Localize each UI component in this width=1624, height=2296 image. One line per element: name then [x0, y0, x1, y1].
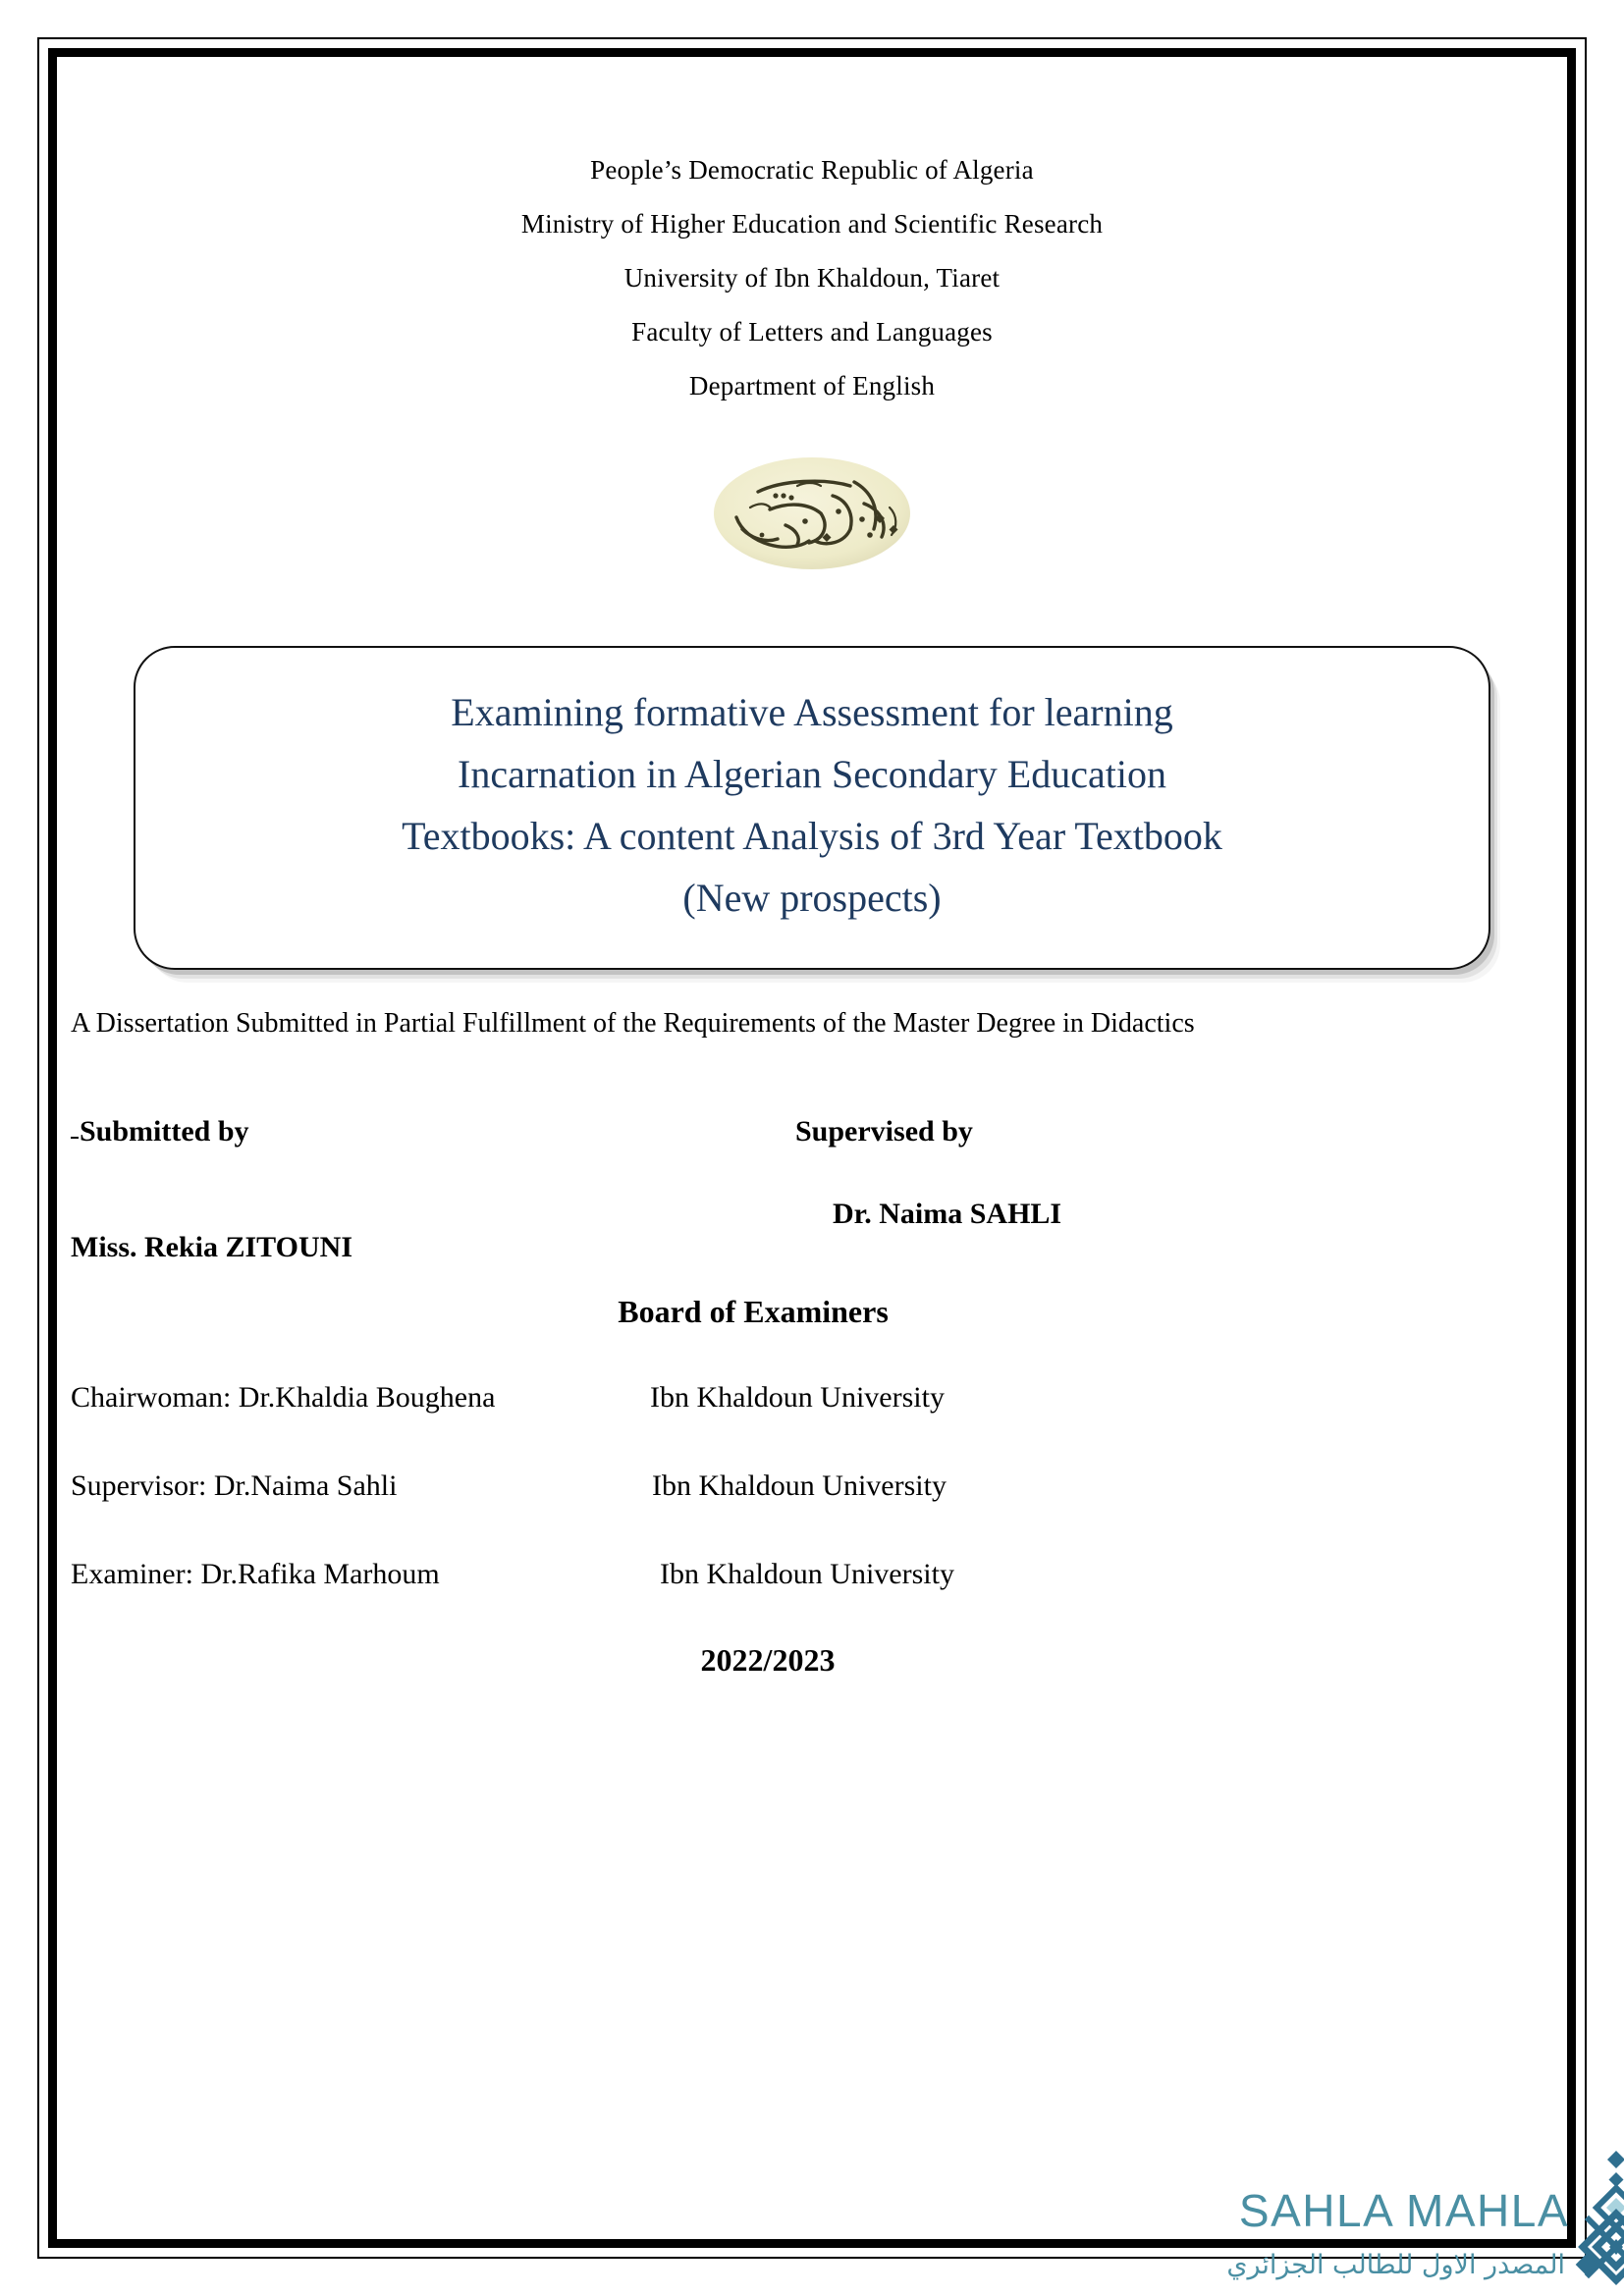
board-affil-supervisor: Ibn Khaldoun University: [652, 1469, 947, 1502]
supervised-by-label: Supervised by: [795, 1115, 973, 1148]
header-line-faculty: Faculty of Letters and Languages: [631, 317, 993, 347]
watermark-tagline-arabic: المصدر الاول للطالب الجزائري: [1226, 2250, 1565, 2280]
academic-year: 2022/2023: [700, 1642, 836, 1678]
institution-header: [57, 143, 1567, 413]
dissertation-title-box: [134, 646, 1490, 970]
header-line-department: Department of English: [688, 371, 936, 400]
submitted-by-label-text: Submitted by: [80, 1115, 249, 1148]
title-line-4: (New prospects): [682, 876, 942, 920]
university-emblem-icon: [707, 453, 918, 575]
board-row-chairwoman: [71, 1377, 1553, 1418]
candidate-name: Miss. Rekia ZITOUNI: [71, 1231, 352, 1263]
board-row-examiner: [71, 1554, 1553, 1595]
supervisor-name: Dr. Naima SAHLI: [833, 1198, 1062, 1230]
title-area: [57, 646, 1567, 970]
sahla-mahla-watermark: [1214, 2147, 1624, 2294]
arabesque-diamond-icon: [1565, 2149, 1624, 2288]
title-line-2: Incarnation in Algerian Secondary Education: [458, 752, 1166, 796]
header-line-country: People’s Democratic Republic of Algeria: [590, 155, 1034, 185]
authorship-section: [57, 1115, 1567, 1282]
header-line-ministry: Ministry of Higher Education and Scientific Research: [520, 209, 1104, 239]
university-emblem-wrap: [57, 453, 1567, 575]
board-role-chairwoman: Chairwoman: Dr.Khaldia Boughena: [71, 1381, 496, 1414]
title-line-3: Textbooks: A content Analysis of 3rd Year Textbook: [402, 814, 1222, 858]
board-role-examiner: Examiner: Dr.Rafika Marhoum: [71, 1558, 440, 1590]
underscore-mark: [71, 1137, 79, 1139]
dissertation-statement: A Dissertation Submitted in Partial Fulfillment of the Requirements of the Master Degree in Didactics: [71, 1008, 1195, 1039]
board-of-examiners-heading: Board of Examiners: [618, 1294, 889, 1329]
header-line-university: University of Ibn Khaldoun, Tiaret: [623, 263, 1001, 293]
board-affil-chairwoman: Ibn Khaldoun University: [650, 1381, 945, 1414]
page-content: [57, 57, 1567, 2239]
board-affil-examiner: Ibn Khaldoun University: [660, 1558, 954, 1590]
watermark-brand-text: SAHLA MAHLA: [1238, 2185, 1569, 2236]
title-line-1: Examining formative Assessment for learning: [451, 690, 1173, 734]
submitted-by-label: [71, 1115, 249, 1148]
board-of-examiners-list: [57, 1377, 1567, 1595]
board-role-supervisor: Supervisor: Dr.Naima Sahli: [71, 1469, 398, 1502]
board-row-supervisor: [71, 1466, 1553, 1507]
